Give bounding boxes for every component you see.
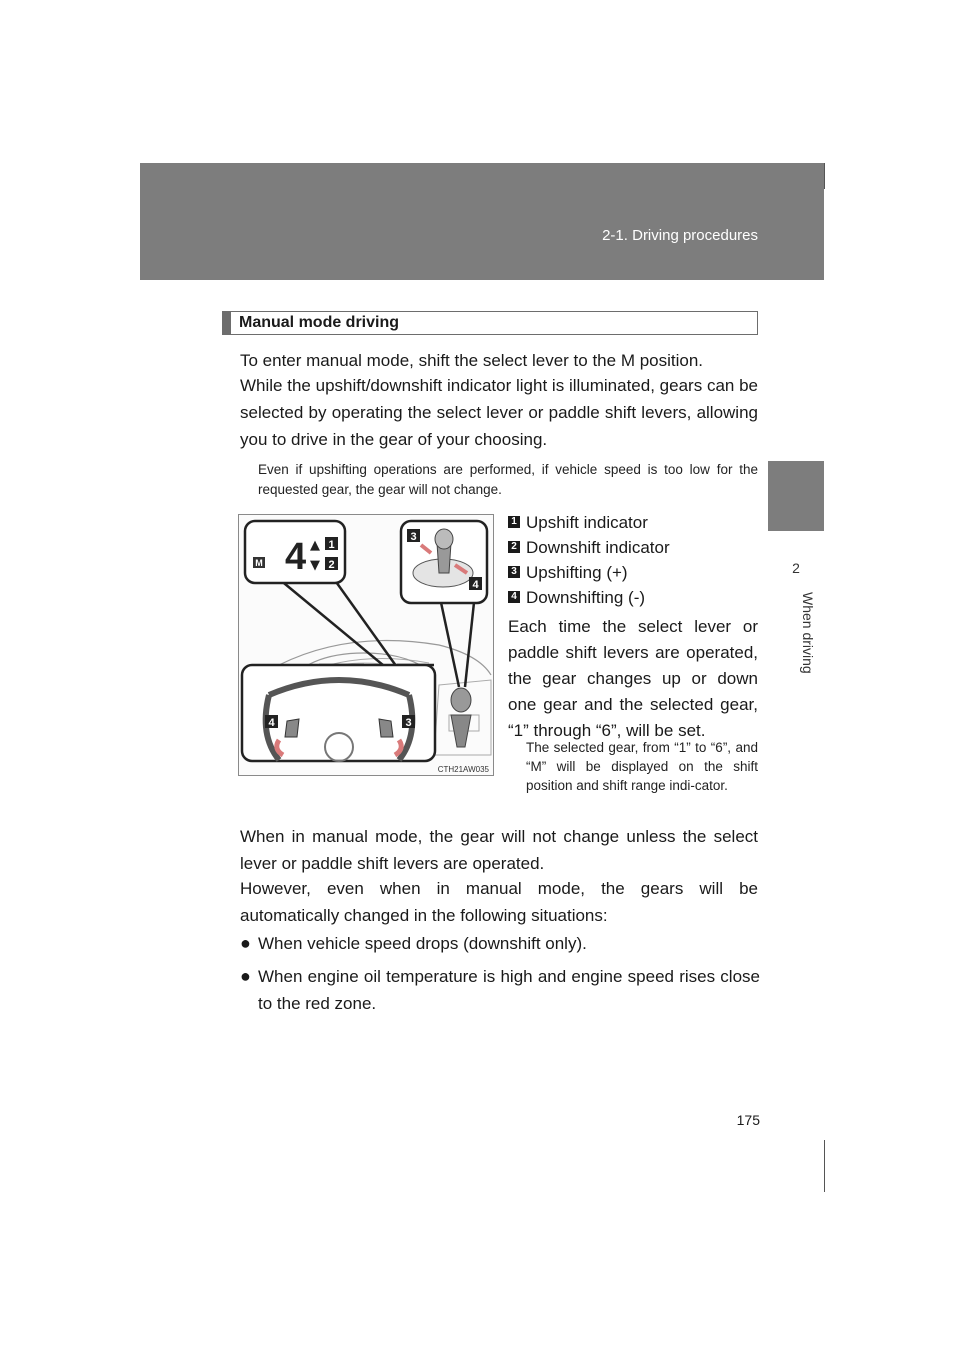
down-arrow-icon: ▼ — [310, 558, 320, 573]
edge-line — [824, 1140, 825, 1192]
paragraph-automatic-change: However, even when in manual mode, the gears will be automatically changed in the following situations: — [240, 879, 758, 925]
callout-4: 4 — [472, 579, 479, 591]
callout-2: 2 — [328, 559, 335, 571]
up-arrow-icon: ▲ — [310, 538, 320, 553]
note-low-speed: Even if upshifting operations are performed, if vehicle speed is too low for the requested gear, the gear will not change. — [258, 462, 758, 497]
legend-number-4: 4 — [508, 591, 520, 603]
callout-3: 3 — [410, 531, 417, 543]
figure-legend — [508, 510, 758, 610]
legend-label: Downshifting (-) — [526, 588, 646, 607]
legend-item — [508, 560, 758, 585]
legend-label: Upshifting (+) — [526, 563, 628, 582]
bullet-icon: ● — [240, 933, 251, 953]
header-band — [140, 163, 824, 280]
legend-label: Upshift indicator — [526, 513, 648, 532]
callout-1: 1 — [328, 539, 335, 551]
page-number: 175 — [736, 1112, 760, 1128]
section-title: 2-1. Driving procedures — [602, 227, 758, 244]
legend-label: Downshift indicator — [526, 538, 670, 557]
bullet-text: When engine oil temperature is high and engine speed rises close to the red zone. — [258, 967, 760, 1013]
chapter-tab — [768, 461, 824, 531]
bullet-icon: ● — [240, 966, 251, 986]
legend-number-1: 1 — [508, 516, 520, 528]
gear-digit: 4 — [285, 536, 307, 578]
paragraph-indicator-light: While the upshift/downshift indicator light is illuminated, gears can be selected by operating the select lever or paddle shift levers, allowing you to drive in the gear of your choosing. — [240, 376, 758, 449]
bullet-item — [240, 963, 760, 1017]
chapter-number: 2 — [792, 560, 800, 576]
legend-number-2: 2 — [508, 541, 520, 553]
mode-letter: M — [255, 558, 263, 568]
shift-diagram — [238, 514, 494, 776]
paragraph-each-time: Each time the select lever or paddle shift levers are operated, the gear changes up or down one gear and the selected gear, “1” through “6”, will be set. — [508, 617, 758, 740]
bullet-item — [240, 930, 760, 957]
callout-4-left: 4 — [268, 717, 275, 729]
shift-illustration — [239, 515, 493, 775]
figure-code: CTH21AW035 — [437, 765, 489, 774]
legend-item — [508, 510, 758, 535]
legend-number-3: 3 — [508, 566, 520, 578]
note-selected-gear: The selected gear, from “1” to “6”, and “M” will be displayed on the shift position and shift range indi-cator. — [526, 740, 758, 793]
edge-line — [824, 163, 825, 189]
section-heading: Manual mode driving — [222, 311, 758, 335]
chapter-label: When driving — [800, 592, 816, 674]
paragraph-manual-no-change: When in manual mode, the gear will not change unless the select lever or paddle shift levers are operated. — [240, 827, 758, 873]
callout-3-right: 3 — [405, 717, 412, 729]
legend-item — [508, 585, 758, 610]
bullet-text: When vehicle speed drops (downshift only). — [258, 934, 587, 953]
legend-item — [508, 535, 758, 560]
paragraph-enter-manual: To enter manual mode, shift the select lever to the M position. — [240, 351, 704, 370]
